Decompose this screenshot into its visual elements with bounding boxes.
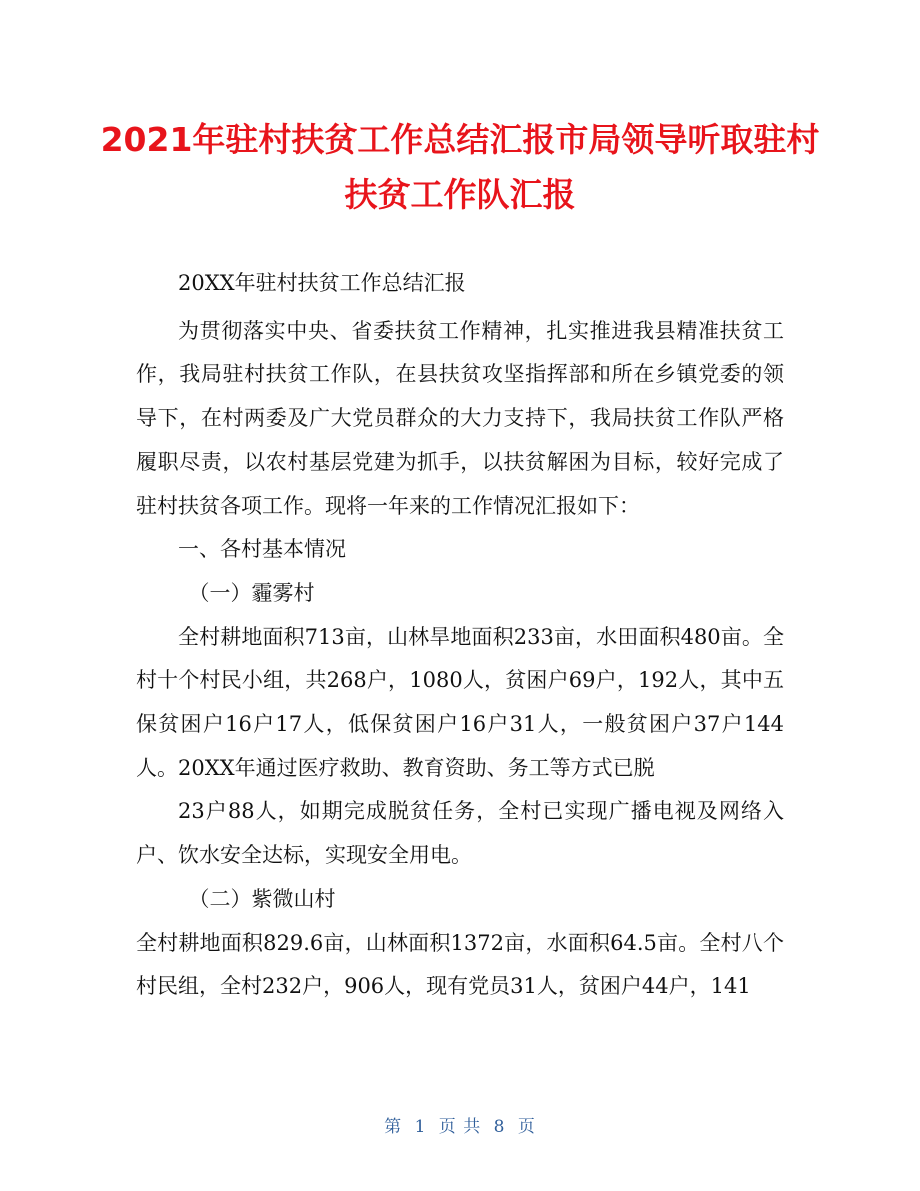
footer-prefix: 第 <box>384 1117 403 1137</box>
page-footer <box>0 1112 920 1137</box>
paragraph-heading: 20XX年驻村扶贫工作总结汇报 <box>178 271 466 295</box>
footer-page-total: 8 <box>493 1117 506 1137</box>
footer-page-number: 1 <box>414 1117 427 1137</box>
paragraph: 全村耕地面积829.6亩，山林面积1372亩，水面积64.5亩。全村八个村民组，全村232户，906人，现有党员31人，贫困户44户，141 <box>136 930 784 999</box>
paragraph: 23户88人，如期完成脱贫任务，全村已实现广播电视及网络入户、饮水安全达标，实现安全用电。 <box>136 799 784 868</box>
footer-middle: 页 共 <box>438 1117 482 1137</box>
section-heading: 一、各村基本情况 <box>178 537 346 562</box>
subsection-heading: （一）霾雾村 <box>188 580 315 605</box>
document-title: 2021年驻村扶贫工作总结汇报市局领导听取驻村扶贫工作队汇报 <box>100 120 820 214</box>
subsection-heading: （二）紫微山村 <box>188 886 336 911</box>
paragraph-intro: 为贯彻落实中央、省委扶贫工作精神，扎实推进我县精准扶贫工作，我局驻村扶贫工作队，在县扶贫攻坚指挥部和所在乡镇党委的领导下，在村两委及广大党员群众的大力支持下，我局扶贫工作队严格履职尽责，以农村基层党建为抓手，以扶贫解困为目标，较好完成了驻村扶贫各项工作。现将一年来的工作情况汇报如下： <box>136 318 784 518</box>
footer-suffix: 页 <box>517 1117 536 1137</box>
paragraph: 全村耕地面积713亩，山林旱地面积233亩，水田面积480亩。全村十个村民小组，共268户，1080人，贫困户69户，192人，其中五保贫困户16户17人，低保贫困户16户31人，一般贫困户37户144人。20XX年通过医疗救助、教育资助、务工等方式已脱 <box>136 624 784 780</box>
document-body <box>136 262 784 1009</box>
